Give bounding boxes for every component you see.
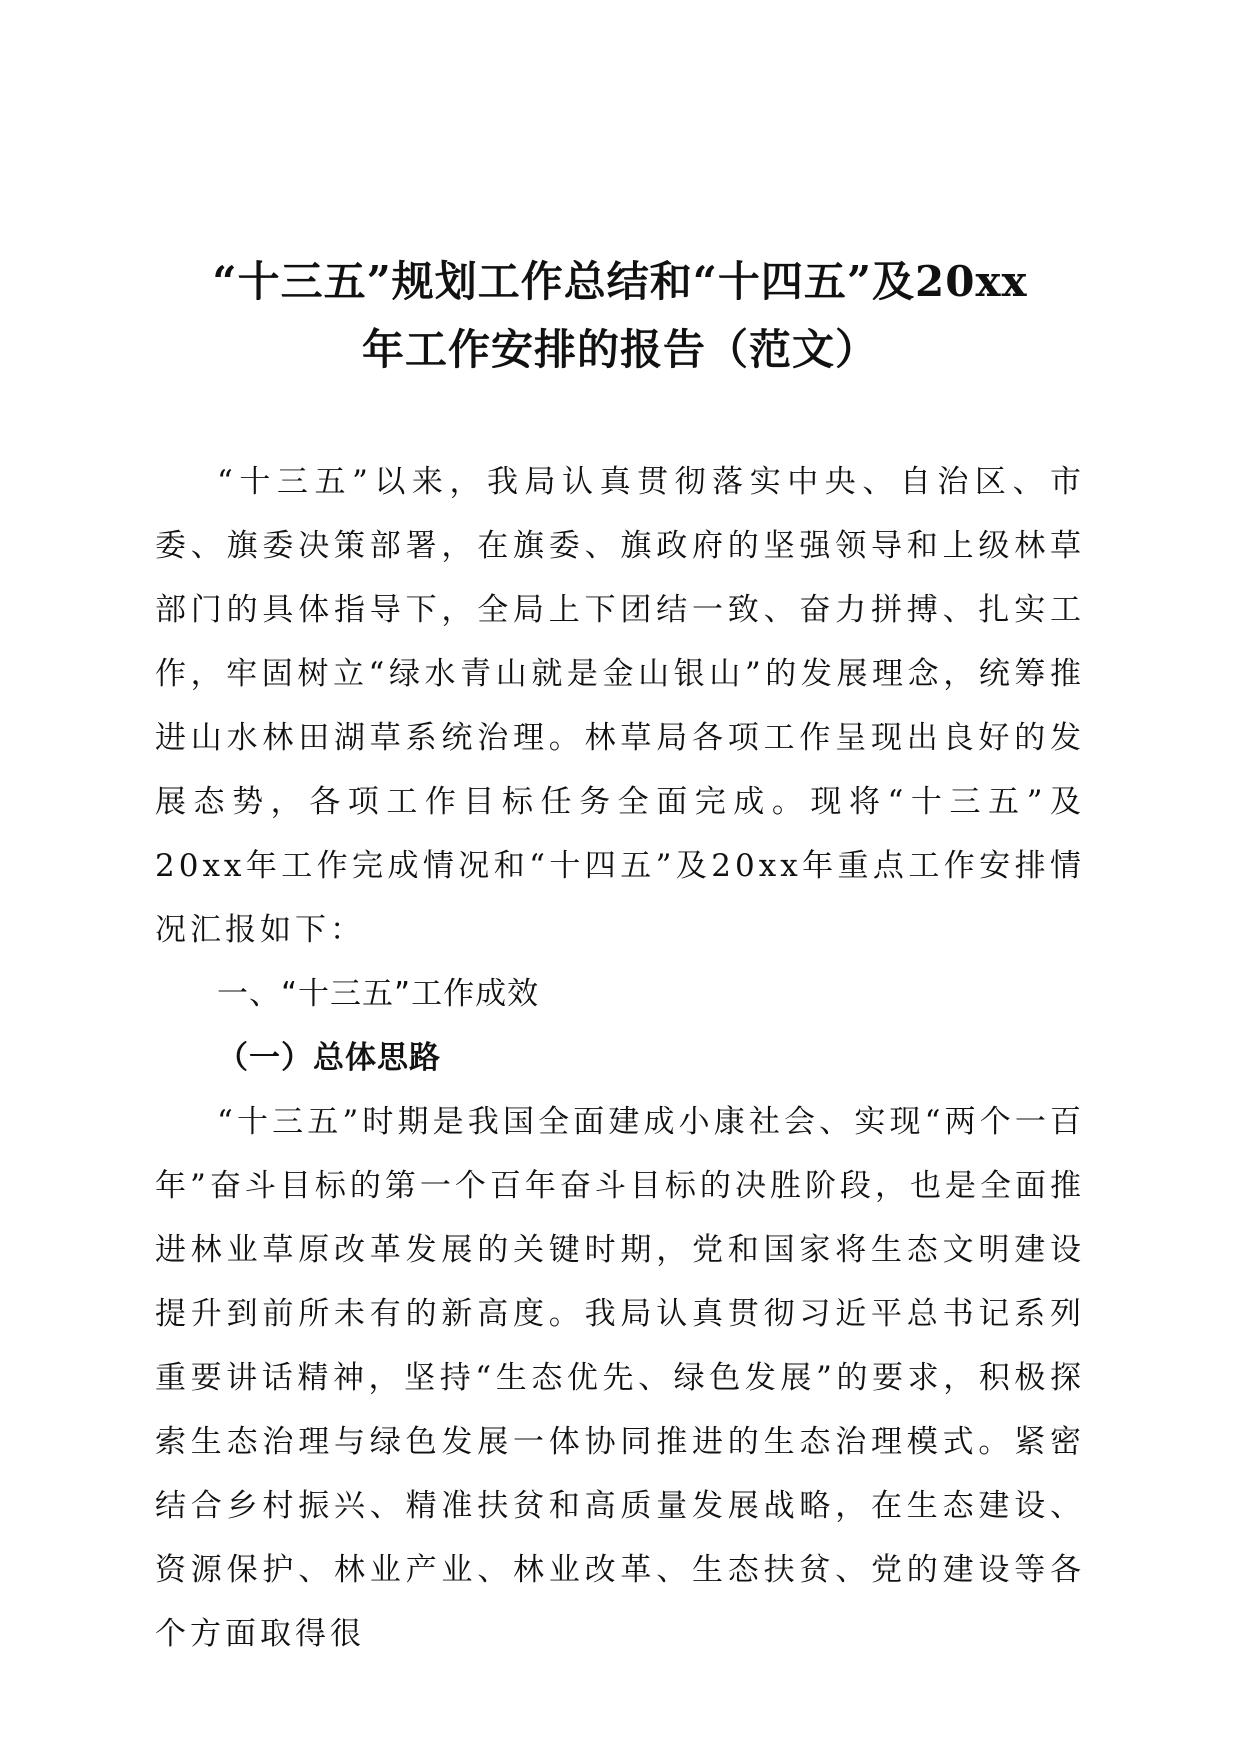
- section-heading-achievements: 一、“十三五”工作成效: [217, 976, 540, 1012]
- title-line-1: “十三五”规划工作总结和“十四五”及20xx: [212, 257, 1028, 306]
- document-title: [140, 248, 1100, 384]
- overall-approach-paragraph: “十三五”时期是我国全面建成小康社会、实现“两个一百年”奋斗目标的第一个百年奋斗目标的决胜阶段，也是全面推进林业草原改革发展的关键时期，党和国家将生态文明建设提升到前所未有的新高度。我局认真贯彻习近平总书记系列重要讲话精神，坚持“生态优先、绿色发展”的要求，积极探索生态治理与绿色发展一体协同推进的生态治理模式。紧密结合乡村振兴、精准扶贫和高质量发展战略，在生态建设、资源保护、林业产业、林业改革、生态扶贫、党的建设等各个方面取得很: [155, 1104, 1085, 1652]
- subsection-heading-overall-approach: （一）总体思路: [217, 1040, 441, 1076]
- document-body: [155, 450, 1085, 1666]
- intro-paragraph: “十三五”以来，我局认真贯彻落实中央、自治区、市委、旗委决策部署，在旗委、旗政府的坚强领导和上级林草部门的具体指导下，全局上下团结一致、奋力拼搏、扎实工作，牢固树立“绿水青山就是金山银山”的发展理念，统筹推进山水林田湖草系统治理。林草局各项工作呈现出良好的发展态势，各项工作目标任务全面完成。现将“十三五”及20xx年工作完成情况和“十四五”及20xx年重点工作安排情况汇报如下：: [155, 464, 1085, 948]
- title-line-2: 年工作安排的报告（范文）: [361, 325, 878, 374]
